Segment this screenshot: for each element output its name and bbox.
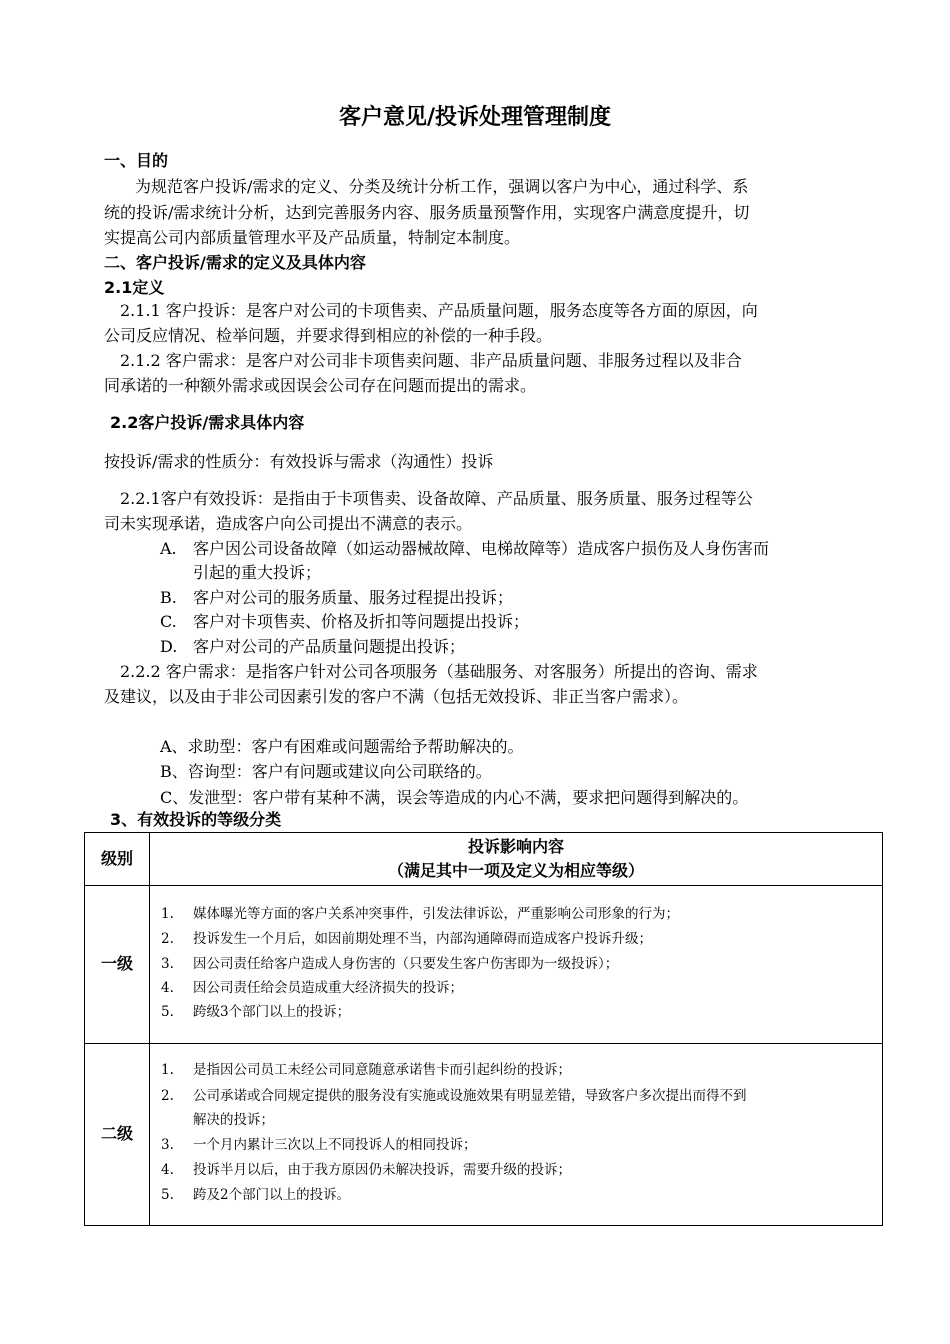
- header-content-line-1: 投诉影响内容: [467, 837, 564, 856]
- s1-line-2: 统的投诉/需求统计分析，达到完善服务内容、服务质量预警作用，实现客户满意度提升，切: [104, 203, 750, 222]
- subsection-2-2-heading: 2.2客户投诉/需求具体内容: [110, 413, 305, 432]
- section-2-heading: 二、客户投诉/需求的定义及具体内容: [104, 253, 366, 272]
- d221-line-1: 2.2.1客户有效投诉：是指由于卡项售卖、设备故障、产品质量、服务质量、服务过程等公: [120, 489, 753, 508]
- d221-line-2: 司未实现承诺，造成客户向公司提出不满意的表示。: [104, 514, 473, 533]
- section-3-heading: 3、有效投诉的等级分类: [110, 810, 282, 829]
- type-a: A、求助型：客户有困难或问题需给予帮助解决的。: [160, 737, 524, 756]
- level-1-name: 一级: [100, 954, 133, 973]
- nature-line: 按投诉/需求的性质分：有效投诉与需求（沟通性）投诉: [104, 452, 494, 471]
- table-column-divider: [149, 833, 150, 1225]
- l2-item-1-text: 是指因公司员工未经公司同意随意承诺售卡而引起纠纷的投诉；: [193, 1062, 571, 1078]
- list-a-line-1: 客户因公司设备故障（如运动器械故障、电梯故障等）造成客户损伤及人身伤害而: [193, 539, 770, 558]
- l1-item-4-text: 因公司责任给会员造成重大经济损失的投诉；: [193, 980, 463, 996]
- l1-item-1-text: 媒体曝光等方面的客户关系冲突事件，引发法律诉讼，严重影响公司形象的行为；: [193, 906, 679, 922]
- l1-item-2-num: 2.: [161, 931, 174, 947]
- header-level: 级别: [100, 849, 133, 868]
- l1-item-2-text: 投诉发生一个月后，如因前期处理不当，内部沟通障碍而造成客户投诉升级；: [193, 931, 652, 947]
- l1-item-3-num: 3.: [161, 956, 174, 972]
- list-a-line-2: 引起的重大投诉；: [193, 563, 322, 582]
- s1-line-1: 为规范客户投诉/需求的定义、分类及统计分析工作，强调以客户为中心，通过科学、系: [135, 177, 749, 196]
- l1-item-1-num: 1.: [161, 906, 174, 922]
- header-content-line-2: （满足其中一项及定义为相应等级）: [387, 861, 644, 880]
- section-1-heading: 一、目的: [104, 151, 169, 170]
- d222-line-1: 2.2.2 客户需求：是指客户针对公司各项服务（基础服务、对客服务）所提出的咨询、需求: [120, 662, 758, 681]
- subsection-2-1-heading: 2.1定义: [104, 278, 165, 297]
- grade-table: [84, 832, 883, 1226]
- l1-item-3-text: 因公司责任给客户造成人身伤害的（只要发生客户伤害即为一级投诉）；: [193, 956, 619, 972]
- list-b-marker: B.: [160, 588, 177, 607]
- list-c-line: 客户对卡项售卖、价格及折扣等问题提出投诉；: [193, 612, 530, 631]
- page-title: 客户意见/投诉处理管理制度: [338, 105, 612, 130]
- type-b: B、咨询型：客户有问题或建议向公司联络的。: [160, 762, 492, 781]
- d212-line-1: 2.1.2 客户需求：是客户对公司非卡项售卖问题、非产品质量问题、非服务过程以及非合: [120, 351, 742, 370]
- l2-item-2-text-1: 公司承诺或合同规定提供的服务没有实施或设施效果有明显差错，导致客户多次提出而得不到: [193, 1088, 747, 1104]
- l2-item-3-num: 3.: [161, 1137, 174, 1153]
- l2-item-4-num: 4.: [161, 1162, 174, 1178]
- level-2-name: 二级: [100, 1124, 133, 1143]
- list-c-marker: C.: [160, 612, 177, 631]
- s1-line-3: 实提高公司内部质量管理水平及产品质量，特制定本制度。: [104, 228, 521, 247]
- list-a-marker: A.: [160, 539, 177, 558]
- l2-item-1-num: 1.: [161, 1062, 174, 1078]
- l1-item-4-num: 4.: [161, 980, 174, 996]
- l2-item-4-text: 投诉半月以后，由于我方原因仍未解决投诉，需要升级的投诉；: [193, 1162, 571, 1178]
- list-d-marker: D.: [160, 637, 178, 656]
- l1-item-5-num: 5.: [161, 1004, 174, 1020]
- type-c: C、发泄型：客户带有某种不满，误会等造成的内心不满，要求把问题得到解决的。: [160, 788, 749, 807]
- d222-line-2: 及建议，以及由于非公司因素引发的客户不满（包括无效投诉、非正当客户需求）。: [104, 687, 689, 706]
- list-d-line: 客户对公司的产品质量问题提出投诉；: [193, 637, 466, 656]
- l2-item-3-text: 一个月内累计三次以上不同投诉人的相同投诉；: [193, 1137, 477, 1153]
- list-b-line: 客户对公司的服务质量、服务过程提出投诉；: [193, 588, 514, 607]
- l2-item-5-num: 5.: [161, 1187, 174, 1203]
- table-header-divider: [85, 885, 882, 886]
- d211-line-2: 公司反应情况、检举问题，并要求得到相应的补偿的一种手段。: [104, 326, 553, 345]
- l1-item-5-text: 跨级3个部门以上的投诉；: [193, 1004, 351, 1020]
- l2-item-2-num: 2.: [161, 1088, 174, 1104]
- l2-item-5-text: 跨及2个部门以上的投诉。: [193, 1187, 351, 1203]
- table-row-divider: [85, 1043, 882, 1044]
- d211-line-1: 2.1.1 客户投诉：是客户对公司的卡项售卖、产品质量问题，服务态度等各方面的原因，向: [120, 301, 758, 320]
- d212-line-2: 同承诺的一种额外需求或因误会公司存在问题而提出的需求。: [104, 376, 537, 395]
- l2-item-2-text-2: 解决的投诉；: [193, 1112, 274, 1128]
